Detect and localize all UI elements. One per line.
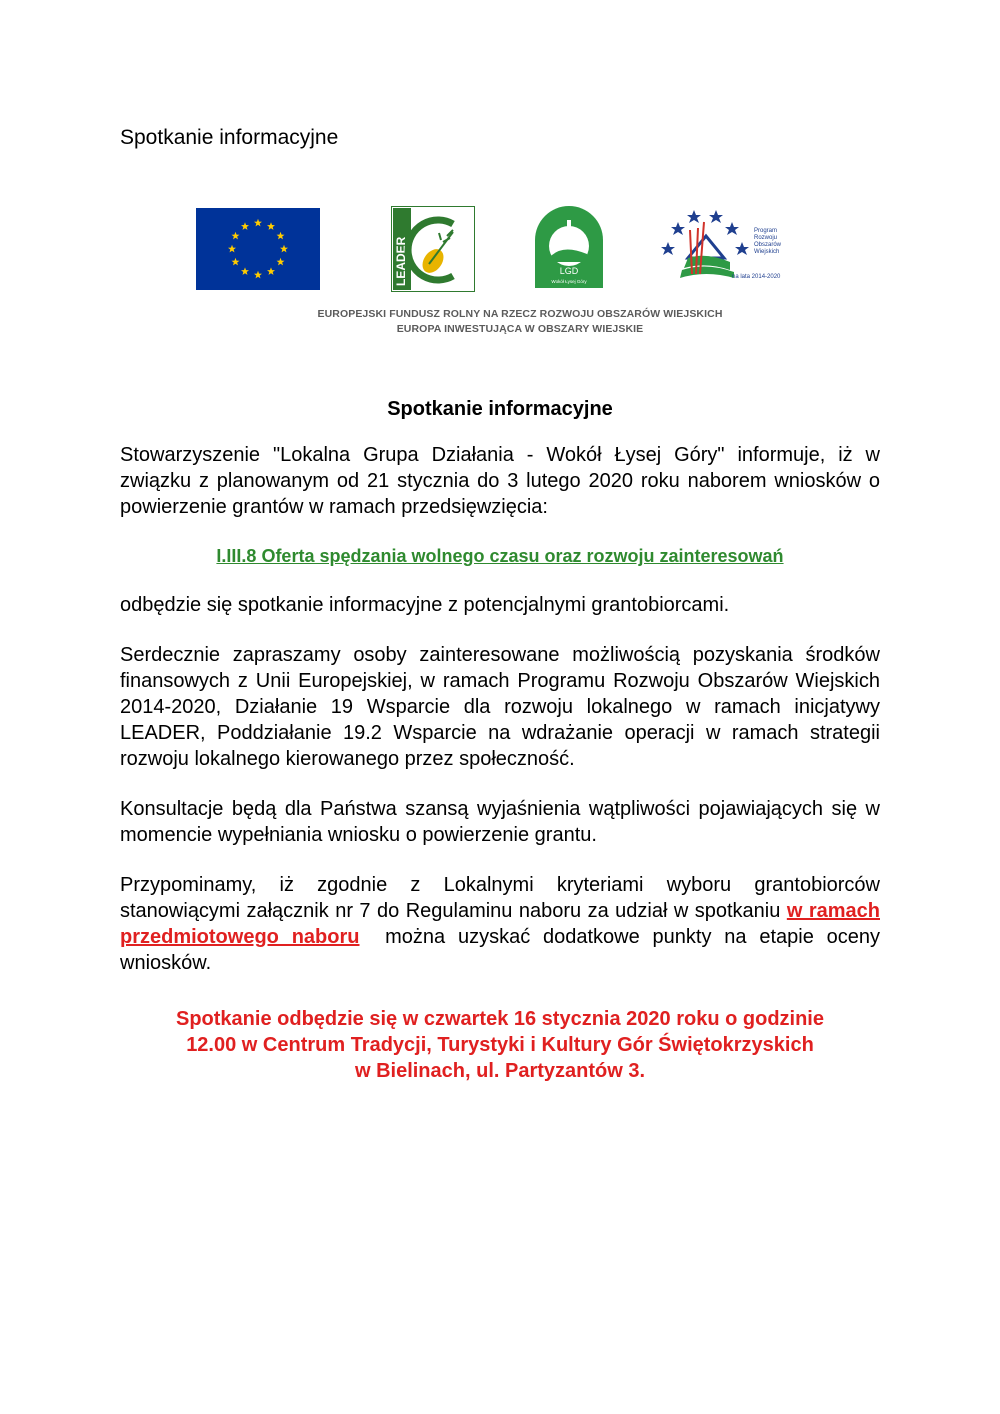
meeting-notice-line2: 12.00 w Centrum Tradycji, Turystyki i Kultury Gór Świętokrzyskich (186, 1034, 814, 1056)
reminder-highlight: w ramach przedmiotowego naboru (120, 900, 880, 948)
logo-band (196, 198, 806, 298)
announcement-title: Spotkanie informacyjne (387, 398, 613, 420)
meeting-notice (120, 1006, 880, 1084)
prow-logo-text: Program Rozwoju Obszarów Wiejskich (754, 228, 782, 255)
lgd-logo-subtitle: Wokół Łysej Góry (551, 279, 587, 284)
fund-caption-line1: EUROPEJSKI FUNDUSZ ROLNY NA RZECZ ROZWOJU OBSZARÓW WIEJSKICH (317, 308, 723, 320)
meeting-notice-line3: w Bielinach, ul. Partyzantów 3. (354, 1060, 646, 1082)
lgd-logo-text: LGD (559, 266, 579, 276)
fund-caption (300, 307, 740, 337)
reminder-paragraph (120, 872, 886, 976)
leader-logo-text: LEADER (394, 236, 408, 286)
intro-paragraph: Stowarzyszenie "Lokalna Grupa Działania - Wokół Łysej Góry" informuje, iż w związku z planowanym od 21 stycznia do 3 lutego 2020 roku naborem wniosków o powierzenie grantów w ramach przedsięwzięcia: (120, 444, 880, 518)
program-link[interactable]: I.III.8 Oferta spędzania wolnego czasu oraz rozwoju zainteresowań (216, 546, 784, 566)
reminder-text-before: Przypominamy, iż zgodnie z Lokalnymi kryteriami wyboru grantobiorców stanowiącymi załącznik nr 7 do Regulaminu naboru za udział w spotkaniu (120, 874, 880, 922)
eu-flag-icon (196, 208, 320, 290)
lgd-logo-icon (533, 204, 605, 290)
meeting-line: odbędzie się spotkanie informacyjne z potencjalnymi grantobiorcami. (120, 594, 730, 616)
meeting-notice-line1: Spotkanie odbędzie się w czwartek 16 stycznia 2020 roku o godzinie (176, 1008, 824, 1030)
invitation-paragraph: Serdecznie zapraszamy osoby zainteresowane możliwością pozyskania środków finansowych z Unii Europejskiej, w ramach Programu Rozwoju Obszarów Wiejskich 2014-2020, Działanie 19 Wsparcie dla rozwoju lokalnego w ramach inicjatywy LEADER, Poddziałanie 19.2 Wsparcie na wdrażanie operacji w ramach strategii rozwoju lokalnego kierowanego przez społeczność. (120, 644, 880, 770)
reminder-text-after: można uzyskać dodatkowe punkty na etapie oceny wniosków. (120, 926, 886, 974)
prow-logo-years: na lata 2014-2020 (732, 274, 781, 280)
prow-logo (658, 200, 806, 290)
page-heading: Spotkanie informacyjne (120, 126, 339, 149)
announcement-body (120, 396, 886, 1084)
leader-logo-icon (391, 206, 475, 292)
consultation-paragraph: Konsultacje będą dla Państwa szansą wyjaśnienia wątpliwości pojawiających się w momencie wypełniania wniosku o powierzenie grantu. (120, 798, 880, 846)
fund-caption-line2: EUROPA INWESTUJĄCA W OBSZARY WIEJSKIE (396, 323, 644, 335)
